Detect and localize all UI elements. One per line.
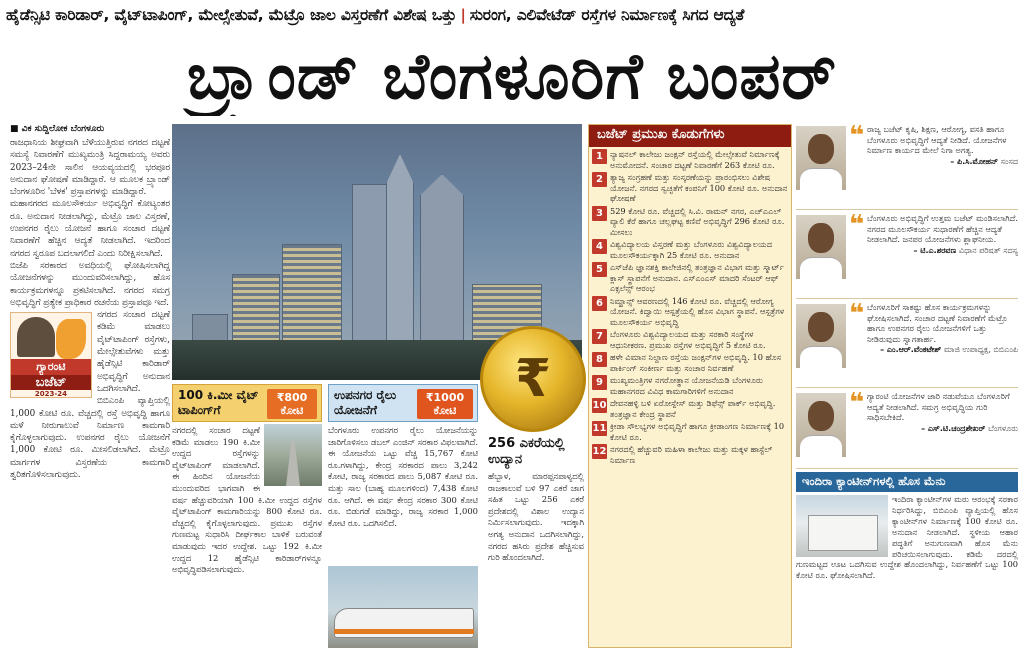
rupee-symbol: ₹ [514, 349, 552, 409]
karnataka-map-graphic [56, 319, 86, 359]
story-paragraph-1: ರಾಜಧಾನಿಯ ಶೀಘ್ರವಾಗಿ ಬೆಳೆಯುತ್ತಿರುವ ನಗರದ ದಟ್ಟಣೆ ಸಮಸ್ಯೆ ನಿವಾರಣೆಗೆ ಮುಖ್ಯಮಂತ್ರಿ ಸಿದ್ದರಾಮಯ್ಯ ಅವರು 2023–24ನೇ ಸಾಲಿನ ಆಯವ್ಯಯದಲ್ಲಿ ಭರಪೂರ ಅನುದಾನ ಘೋಷಣೆ ಮಾಡಿದ್ದಾರೆ. ಆ ಮೂಲಕ ಬ್ರ್ಯಾಂಡ್ ಬೆಂಗಳೂರಿನ 'ಬೆಳಕ' ಪ್ರಸ್ತಾಪಗಳನ್ನು ಮಾಡಿದ್ದಾರೆ. [10, 138, 170, 198]
quote-role: ಸಂಸದ [1000, 156, 1018, 166]
logo-title: ಗ್ಯಾರಂಟಿ [11, 359, 91, 375]
budget-item [592, 421, 788, 442]
quote-role: ವಿಧಾನ ಪರಿಷತ್ ಸದಸ್ಯ [958, 245, 1018, 255]
train-photo [328, 566, 478, 648]
quote-signature [867, 345, 1018, 355]
canteen-photo [796, 495, 888, 557]
budget-item [592, 352, 788, 373]
quote-name: – ಎಸ್.ಟಿ.ಚಂದ್ರಶೇಖರ್ [921, 423, 986, 433]
shirt-graphic [800, 435, 842, 457]
budget-item [592, 149, 788, 170]
park-title: 256 ಎಕರೆಯಲ್ಲಿ ಉದ್ಯಾನ [488, 436, 565, 467]
budget-item-text: ಹಳೇ ವಿಮಾನ ನಿಲ್ದಾಣ ರಸ್ತೆಯ ಜಂಕ್ಷನ್‌ಗಳ ಅಭಿವೃದ್ಧಿ. 10 ಹೊಸ ಪಾರ್ಕಿಂಗ್ ಸಂಕೀರ್ಣ ಮತ್ತು ಸಂಚಾರ ನಿರ್ವಹಣೆ [610, 352, 782, 373]
budget-item [592, 206, 788, 238]
main-headline: ಬ್ರ್ಯಾಂಡ್ ಬೆಂಗಳೂರಿಗೆ ಬಂಪರ್ [187, 40, 837, 114]
quote-mark-icon: ❝ [849, 388, 865, 418]
budget-item-text: ತ್ಯಾಜ್ಯ ಸಂಗ್ರಹಣೆ ಮತ್ತು ಸಂಸ್ಕರಣೆಯನ್ನು ಪ್ರಾರಂಭಿಸಲು ವಿಶೇಷ ಯೋಜನೆ. ನಗರದ ಸ್ವಚ್ಛತೆಗೆ ಕಂಪನಿಗೆ 100 ಕೋಟಿ ರೂ. ಅನುದಾನ ಘೋಷಣೆ [610, 172, 788, 203]
budget-item-text: ನಗರದಲ್ಲಿ ಹೆಚ್ಚುವರಿ ಮಹಿಳಾ ಕಾಲೇಜು ಮತ್ತು ಮಕ್ಕಳ ಹಾಸ್ಟೆಲ್ ನಿರ್ಮಾಣ [610, 444, 773, 465]
portrait-photo [796, 304, 846, 368]
shirt-graphic [800, 346, 842, 368]
budget-item [592, 375, 788, 396]
budget-item [592, 398, 788, 419]
face-graphic [808, 312, 834, 342]
face-graphic [808, 223, 834, 253]
story-paragraph-4: ನಗರದ ಸಂಚಾರ ದಟ್ಟಣೆ ಕಡಿಮೆ ಮಾಡಲು ವೈಟ್‌ಟಾಪಿಂಗ್ ರಸ್ತೆಗಳು, ಮೇಲ್ಸೇತುವೆಗಳು ಮತ್ತು ಹೈಡೆನ್ಸಿಟಿ ಕಾರಿಡಾರ್ ಅಭಿವೃದ್ಧಿಗೆ ಅನುದಾನ ಒದಗಿಸಲಾಗಿದೆ. ಬಿಬಿಎಂಪಿ ವ್ಯಾಪ್ತಿಯಲ್ಲಿ 1,000 ಕೋಟಿ ರೂ. ವೆಚ್ಚದಲ್ಲಿ ರಸ್ತೆ ಅಭಿವೃದ್ಧಿ ಹಾಗೂ ಮಳೆ ನೀರುಗಾಲುವೆ ನಿರ್ಮಾಣ ಕಾಮಗಾರಿ ಕೈಗೊಳ್ಳಲಾಗುವುದು. ಉಪನಗರ ರೈಲು ಯೋಜನೆಗೆ 1,000 ಕೋಟಿ ರೂ. ಮೀಸಲಿಡಲಾಗಿದೆ. ಮೆಟ್ರೊ ಮಾರ್ಗಗಳ ವಿಸ್ತರಣೆಯ ಕಾಮಗಾರಿ ತ್ವರಿತಗೊಳಿಸಲಾಗುವುದು. [10, 310, 170, 481]
top-strap-line [6, 6, 1018, 32]
budget-item-number: 11 [592, 423, 607, 434]
strap-separator: | [460, 6, 466, 24]
budget-highlights-box [588, 124, 792, 648]
reaction-quote [796, 210, 1018, 299]
budget-item-number: 2 [592, 172, 607, 187]
building-graphic [386, 154, 414, 354]
budget-item-text: ಕ್ರೀಡಾ ಸೌಲಭ್ಯಗಳ ಅಭಿವೃದ್ಧಿಗೆ ಹಾಗೂ ಕ್ರೀಡಾಂಗಣ ನಿರ್ಮಾಣಕ್ಕೆ 10 ಕೋಟಿ ರೂ. [610, 421, 785, 442]
quote-role: ಬೆಂಗಳೂರು [988, 423, 1018, 433]
suburban-rail-title: ಉಪನಗರ ರೈಲು ಯೋಜನೆಗೆ [334, 388, 397, 417]
cm-portrait-graphic [17, 317, 55, 357]
whitetopping-heading [172, 384, 322, 422]
budget-item [592, 329, 788, 350]
train-stripe [334, 629, 474, 634]
quote-signature [867, 157, 1018, 167]
quote-text: ಬೆಂಗಳೂರು ಅಭಿವೃದ್ಧಿಗೆ ಉತ್ತಮ ಬಜೆಟ್ ಮಂಡಿಸಲಾಗಿದೆ. ನಗರದ ಮೂಲಸೌಕರ್ಯ ಸುಧಾರಣೆಗೆ ಹೆಚ್ಚಿನ ಆದ್ಯತೆ ನೀಡಲಾಗಿದೆ. ಜನಪರ ಯೋಜನೆಗಳು ಶ್ಲಾಘನೀಯ. [867, 213, 1018, 245]
whitetopping-text: ನಗರದಲ್ಲಿ ಸಂಚಾರ ದಟ್ಟಣೆ ಕಡಿಮೆ ಮಾಡಲು 190 ಕಿ.ಮೀ ಉದ್ದದ ರಸ್ತೆಗಳನ್ನು ವೈಟ್‌ಟಾಪಿಂಗ್ ಮಾಡಲಾಗಿದೆ. ಈ ಹಿಂದಿನ ಯೋಜನೆಯ ಮುಂದುವರಿದ ಭಾಗವಾಗಿ ಈ ವರ್ಷ ಹೆಚ್ಚುವರಿಯಾಗಿ 100 ಕಿ.ಮೀ ಉದ್ದದ ರಸ್ತೆಗಳ ವೈಟ್‌ಟಾಪಿಂಗ್ ಕಾಮಗಾರಿಯನ್ನು 800 ಕೋಟಿ ರೂ. ವೆಚ್ಚದಲ್ಲಿ ಕೈಗೊಳ್ಳಲಾಗುವುದು. ಪ್ರಮುಖ ರಸ್ತೆಗಳ ಗುಣಮಟ್ಟ ಸುಧಾರಿಸಿ ದೀರ್ಘಕಾಲ ಬಾಳಿಕೆ ಬರುವಂತೆ ಮಾಡುವುದು ಇದರ ಉದ್ದೇಶ. ಒಟ್ಟು 192 ಕಿ.ಮೀ ಉದ್ದದ 12 ಹೈಡೆನ್ಸಿಟಿ ಕಾರಿಡಾರ್‌ಗಳನ್ನೂ ಅಭಿವೃದ್ಧಿಪಡಿಸಲಾಗುವುದು. [172, 425, 322, 575]
face-graphic [808, 134, 834, 164]
quote-signature [867, 424, 1018, 434]
budget-item [592, 239, 788, 260]
reaction-quote [796, 299, 1018, 388]
portrait-photo [796, 393, 846, 457]
park-story [488, 436, 584, 648]
face-graphic [808, 401, 834, 431]
quote-role: ಮಾಜಿ ಉಪಾಧ್ಯಕ್ಷ, ಬಿಬಿಎಂಪಿ [944, 345, 1018, 355]
building-graphic [282, 244, 342, 354]
quote-body [867, 213, 1018, 298]
budget-item [592, 262, 788, 294]
suburban-rail-story [328, 384, 478, 648]
whitetopping-amount-badge: ₹800 ಕೋಟಿ [267, 389, 317, 419]
quote-text: ಗ್ಯಾರಂಟಿ ಯೋಜನೆಗಳ ಜಾರಿ ನಡುವೆಯೂ ಬೆಂಗಳೂರಿಗೆ ಆದ್ಯತೆ ನೀಡಲಾಗಿದೆ. ಸಮಗ್ರ ಅಭಿವೃದ್ಧಿಯ ಗುರಿ ಸಾಧಿಸಬೇಕಿದೆ. [867, 391, 1010, 423]
budget-item-number: 1 [592, 149, 607, 164]
reactions-column [796, 124, 1018, 648]
suburban-rail-amount-badge: ₹1000 ಕೋಟಿ [417, 389, 473, 419]
budget-item-text: ವಿಶ್ವವಿದ್ಯಾಲಯ ವಿಸ್ತರಣೆ ಮತ್ತು ಬೆಂಗಳೂರು ವಿಶ್ವವಿದ್ಯಾಲಯದ ಮೂಲಸೌಕರ್ಯಕ್ಕಾಗಿ 25 ಕೋಟಿ ರೂ. ಅನುದಾನ [610, 239, 773, 260]
budget-item-number: 10 [592, 400, 607, 411]
budget-item-number: 5 [592, 262, 607, 277]
reaction-quote [796, 388, 1018, 469]
building-graphic [420, 174, 464, 354]
suburban-rail-heading [328, 384, 478, 422]
story-paragraph-3: ಬಿಜೆಪಿ ಸರಕಾರದ ಅವಧಿಯಲ್ಲಿ ಘೋಷಿಸಲಾಗಿದ್ದ ಯೋಜನೆಗಳನ್ನು ಮುಂದುವರಿಸಲಾಗಿದ್ದು, ಹೊಸ ಕಾರ್ಯಕ್ರಮಗಳನ್ನೂ ಪ್ರಕಟಿಸಲಾಗಿದೆ. ನಗರದ ಸಮಗ್ರ ಅಭಿವೃದ್ಧಿಗೆ ಪ್ರತ್ಯೇಕ ಪ್ರಾಧಿಕಾರ ರಚನೆಯ ಪ್ರಸ್ತಾಪವೂ ಇದೆ. [10, 260, 170, 308]
budget-item-number: 9 [592, 375, 607, 390]
budget-item-number: 8 [592, 352, 607, 367]
road-photo [264, 424, 322, 486]
budget-item-text: ನ್ಯಾಷನಲ್ ಕಾಲೇಜು ಜಂಕ್ಷನ್ ರಸ್ತೆಯಲ್ಲಿ ಮೇಲ್ಸೇತುವೆ ನಿರ್ಮಾಣಕ್ಕೆ ಅನುಮೋದನೆ. ಸಂಚಾರ ದಟ್ಟಣೆ ನಿವಾರಣೆಗೆ 263 ಕೋಟಿ ರೂ. [610, 149, 780, 170]
budget-item-text: ಎಸ್‌ಜೆಪಿ ಜ್ಞಾನಶಕ್ತಿ ಕಾಲೇಜಿನಲ್ಲಿ ತಂತ್ರಜ್ಞಾನ ವಿಭಾಗ ಮತ್ತು ಸ್ಮಾರ್ಟ್ ಕ್ಲಾಸ್ ಸ್ಥಾಪನೆಗೆ ಅನುದಾನ. ಎಸ್‌ಎಂಎಸ್ ಮಾದರಿ ಸೆಂಟರ್ ಆಫ್ ಎಕ್ಸಲೆನ್ಸ್ ಆರಂಭ [610, 262, 784, 293]
shirt-graphic [800, 257, 842, 279]
byline: ■ ವಿಕ ಸುದ್ದಿಲೋಕ ಬೆಂಗಳೂರು [10, 124, 105, 134]
portrait-photo [796, 126, 846, 190]
budget-item-number: 7 [592, 329, 607, 344]
strap-right: ಸುರಂಗ, ಎಲಿವೇಟೆಡ್ ರಸ್ತೆಗಳ ನಿರ್ಮಾಣಕ್ಕೆ ಸಿಗದ ಆದ್ಯತೆ [469, 6, 745, 24]
rupee-coin-icon [480, 326, 586, 432]
quote-name: – ಟಿ.ಎ.ಶರವಣ [913, 245, 957, 255]
whitetopping-story [172, 384, 322, 648]
budget-item-number: 4 [592, 239, 607, 254]
budget-item-number: 3 [592, 206, 607, 221]
canteen-heading: ಇಂದಿರಾ ಕ್ಯಾಂಟೀನ್‌ಗಳಲ್ಲಿ ಹೊಸ ಮೆನು [796, 472, 1018, 492]
quote-body [867, 391, 1018, 468]
budget-item-text: ನಿಮ್ಹಾನ್ಸ್ ಆವರಣದಲ್ಲಿ 146 ಕೋಟಿ ರೂ. ವೆಚ್ಚದಲ್ಲಿ ಆರೋಗ್ಯ ಯೋಜನೆ. ಕಿದ್ವಾಯಿ ಆಸ್ಪತ್ರೆಯಲ್ಲಿ ಹೊಸ ವಿಭಾಗ ಸ್ಥಾಪನೆ. ಆಸ್ಪತ್ರೆಗಳ ಮೂಲಸೌಕರ್ಯ ಅಭಿವೃದ್ಧಿ [610, 295, 785, 327]
budget-item-number: 12 [592, 446, 607, 457]
portrait-photo [796, 215, 846, 279]
story-paragraph-2: ಮಹಾನಗರದ ಮೂಲಸೌಕರ್ಯ ಅಭಿವೃದ್ಧಿಗೆ ಕೋಟ್ಯಂತರ ರೂ. ಅನುದಾನ ನೀಡಲಾಗಿದ್ದು, ಮೆಟ್ರೊ ಜಾಲ ವಿಸ್ತರಣೆ, ಉಪನಗರ ರೈಲು ಯೋಜನೆ ಹಾಗೂ ಸಂಚಾರ ದಟ್ಟಣೆ ನಿವಾರಣೆಗೆ ಹೆಚ್ಚಿನ ಆದ್ಯತೆ ನೀಡಲಾಗಿದೆ. ಇದರಿಂದ ನಗರದ ಸ್ವರೂಪ ಬದಲಾಗಲಿದೆ ಎಂದು ನಿರೀಕ್ಷಿಸಲಾಗಿದೆ. [10, 199, 170, 259]
budget-item-text: ಮುಖ್ಯಮಂತ್ರಿಗಳ ನಗರೋತ್ಥಾನ ಯೋಜನೆಯಡಿ ಬೆಂಗಳೂರು ಮಹಾನಗರದ ವಿವಿಧ ಕಾಮಗಾರಿಗಳಿಗೆ ಅನುದಾನ [610, 375, 763, 396]
shirt-graphic [800, 168, 842, 190]
whitetopping-title: 100 ಕಿ.ಮೀ ವೈಟ್ ಟಾಪಿಂಗ್‌ಗೆ [178, 388, 259, 417]
quote-name: – ಎಂ.ಆರ್.ವೆಂಕಟೇಶ್ [880, 345, 942, 355]
quote-signature [867, 246, 1018, 256]
quote-mark-icon: ❝ [849, 124, 865, 151]
left-column-story [10, 124, 170, 648]
logo-year: 2023-24 [34, 390, 68, 399]
quote-body [867, 124, 1018, 209]
suburban-rail-text: ಬೆಂಗಳೂರು ಉಪನಗರ ರೈಲು ಯೋಜನೆಯನ್ನು ಜಾರಿಗೊಳಿಸಲು ಡಬಲ್ ಎಂಜಿನ್ ಸರಕಾರ ವಿಫಲವಾಗಿದೆ. ಈ ಯೋಜನೆಯ ಒಟ್ಟು ವೆಚ್ಚ 15,767 ಕೋಟಿ ರೂ.ಗಳಾಗಿದ್ದು, ಕೇಂದ್ರ ಸರಕಾರದ ಪಾಲು 3,242 ಕೋಟಿ, ರಾಜ್ಯ ಸರಕಾರದ ಪಾಲು 5,087 ಕೋಟಿ ರೂ. ಮತ್ತು ಸಾಲ (ಬಾಹ್ಯ ಮೂಲಗಳಿಂದ) 7,438 ಕೋಟಿ ರೂ. ಆಗಿದೆ. ಈ ವರ್ಷ ಕೇಂದ್ರ ಸರಕಾರ 300 ಕೋಟಿ ರೂ. ಬಿಡುಗಡೆ ಮಾಡಿದ್ದು, ರಾಜ್ಯ ಸರಕಾರ 1,000 ಕೋಟಿ ರೂ. ಒದಗಿಸಲಿದೆ. [328, 425, 478, 528]
park-text: ಹೆಬ್ಬಾಳ, ಮಾರಪ್ಪನಪಾಳ್ಯದಲ್ಲಿ ರಾಜಕಾಲುವೆ ಬಳಿ 97 ಎಕರೆ ಜಾಗ ಸಹಿತ ಒಟ್ಟು 256 ಎಕರೆ ಪ್ರದೇಶದಲ್ಲಿ ವಿಶಾಲ ಉದ್ಯಾನ ನಿರ್ಮಿಸಲಾಗುವುದು. ಇದಕ್ಕಾಗಿ ಅಗತ್ಯ ಅನುದಾನ ಒದಗಿಸಲಾಗಿದ್ದು, ನಗರದ ಹಸಿರು ಪ್ರದೇಶ ಹೆಚ್ಚಿಸುವ ಗುರಿ ಹೊಂದಲಾಗಿದೆ. [488, 471, 584, 563]
budget-item-text: 529 ಕೋಟಿ ರೂ. ವೆಚ್ಚದಲ್ಲಿ ಸಿ.ವಿ. ರಾಮನ್ ನಗರ, ಎಚ್‌ಎಎಲ್ ವ್ಯಾಲಿ ಕೆರೆ ಹಾಗೂ ಚಲ್ಲಘಟ್ಟ ಕಣಿವೆ ಅಭಿವೃದ್ಧಿಗೆ 296 ಕೋಟಿ ರೂ. ಮೀಸಲು [610, 205, 785, 237]
guarantee-budget-logo [10, 312, 92, 398]
budget-item [592, 172, 788, 204]
quote-body [867, 302, 1018, 387]
budget-item-text: ಬೆಂಗಳೂರು ವಿಶ್ವವಿದ್ಯಾಲಯದ ಮತ್ತು ಸರಕಾರಿ ಸಂಸ್ಥೆಗಳ ಆಧುನೀಕರಣ. ಪ್ರಮುಖ ರಸ್ತೆಗಳ ಅಭಿವೃದ್ಧಿಗೆ 5 ಕೋಟಿ ರೂ. [610, 329, 766, 350]
quote-text: ಬೆಂಗಳೂರಿಗೆ ಸಾಕಷ್ಟು ಹೊಸ ಕಾರ್ಯಕ್ರಮಗಳನ್ನು ಘೋಷಿಸಲಾಗಿದೆ. ಸಂಚಾರ ದಟ್ಟಣೆ ನಿವಾರಣೆಗೆ ಮೆಟ್ರೊ ಹಾಗೂ ಉಪನಗರ ರೈಲು ಯೋಜನೆಗಳಿಗೆ ಒತ್ತು ನೀಡಿರುವುದು ಸ್ವಾಗತಾರ್ಹ. [867, 302, 1008, 344]
quote-text: ರಾಜ್ಯ ಬಜೆಟ್ ಕೃಷಿ, ಶಿಕ್ಷಣ, ಆರೋಗ್ಯ, ವಸತಿ ಹಾಗೂ ಬೆಂಗಳೂರು ಅಭಿವೃದ್ಧಿಗೆ ಆದ್ಯತೆ ನೀಡಿದೆ. ಯೋಜನೆಗಳ ನಿರ್ಮಾಣ ಕಾರ್ಯದ ಮೇಲೆ ನಿಗಾ ಅಗತ್ಯ. [867, 124, 1007, 156]
budget-item [592, 296, 788, 328]
budget-item-text: ದೇವನಹಳ್ಳಿ ಬಳಿ ಏರೋಸ್ಪೇಸ್ ಮತ್ತು ಡಿಫೆನ್ಸ್ ಪಾರ್ಕ್ ಅಭಿವೃದ್ಧಿ. ತಂತ್ರಜ್ಞಾನ ಕೇಂದ್ರ ಸ್ಥಾಪನೆ [610, 398, 776, 419]
quote-mark-icon: ❝ [849, 210, 865, 240]
reaction-quote [796, 124, 1018, 210]
budget-highlights-list [589, 147, 791, 465]
budget-item [592, 444, 788, 465]
strap-left: ಹೈಡೆನ್ಸಿಟಿ ಕಾರಿಡಾರ್, ವೈಟ್‌ಟಾಪಿಂಗ್, ಮೇಲ್ಸೇತುವೆ, ಮೆಟ್ರೊ ಜಾಲ ವಿಸ್ತರಣೆಗೆ ವಿಶೇಷ ಒತ್ತು [6, 6, 457, 24]
quote-mark-icon: ❝ [849, 299, 865, 329]
budget-item-number: 6 [592, 296, 607, 311]
building-graphic [352, 184, 388, 354]
quote-name: – ಪಿ.ಸಿ.ಮೋಹನ್ [950, 156, 998, 166]
logo-subtitle: ಬಜೆಟ್ [11, 375, 91, 390]
budget-highlights-heading: ಬಜೆಟ್ ಪ್ರಮುಖ ಕೊಡುಗೆಗಳು [589, 125, 791, 147]
canteen-text: ಇಂದಿರಾ ಕ್ಯಾಂಟೀನ್‌ಗಳ ಮರು ಆರಂಭಕ್ಕೆ ಸರಕಾರ ನಿರ್ಧರಿಸಿದ್ದು, ಬಿಬಿಎಂಪಿ ವ್ಯಾಪ್ತಿಯಲ್ಲಿ ಹೊಸ ಕ್ಯಾಂಟೀನ್‌ಗಳ ನಿರ್ಮಾಣಕ್ಕೆ 100 ಕೋಟಿ ರೂ. ಅನುದಾನ ನೀಡಲಾಗಿದೆ. ಸ್ಥಳೀಯ ಆಹಾರ ಪದ್ಧತಿಗೆ ಅನುಗುಣವಾಗಿ ಹೊಸ ಮೆನು ಪರಿಚಯಿಸಲಾಗುವುದು. ಕಡಿಮೆ ದರದಲ್ಲಿ ಗುಣಮಟ್ಟದ ಊಟ ಒದಗಿಸುವ ಉದ್ದೇಶ ಹೊಂದಲಾಗಿದ್ದು, ನಿರ್ವಹಣೆಗೆ ಒಟ್ಟು 100 ಕೋಟಿ ರೂ. ಘೋಷಿಸಲಾಗಿದೆ. [796, 494, 1018, 581]
